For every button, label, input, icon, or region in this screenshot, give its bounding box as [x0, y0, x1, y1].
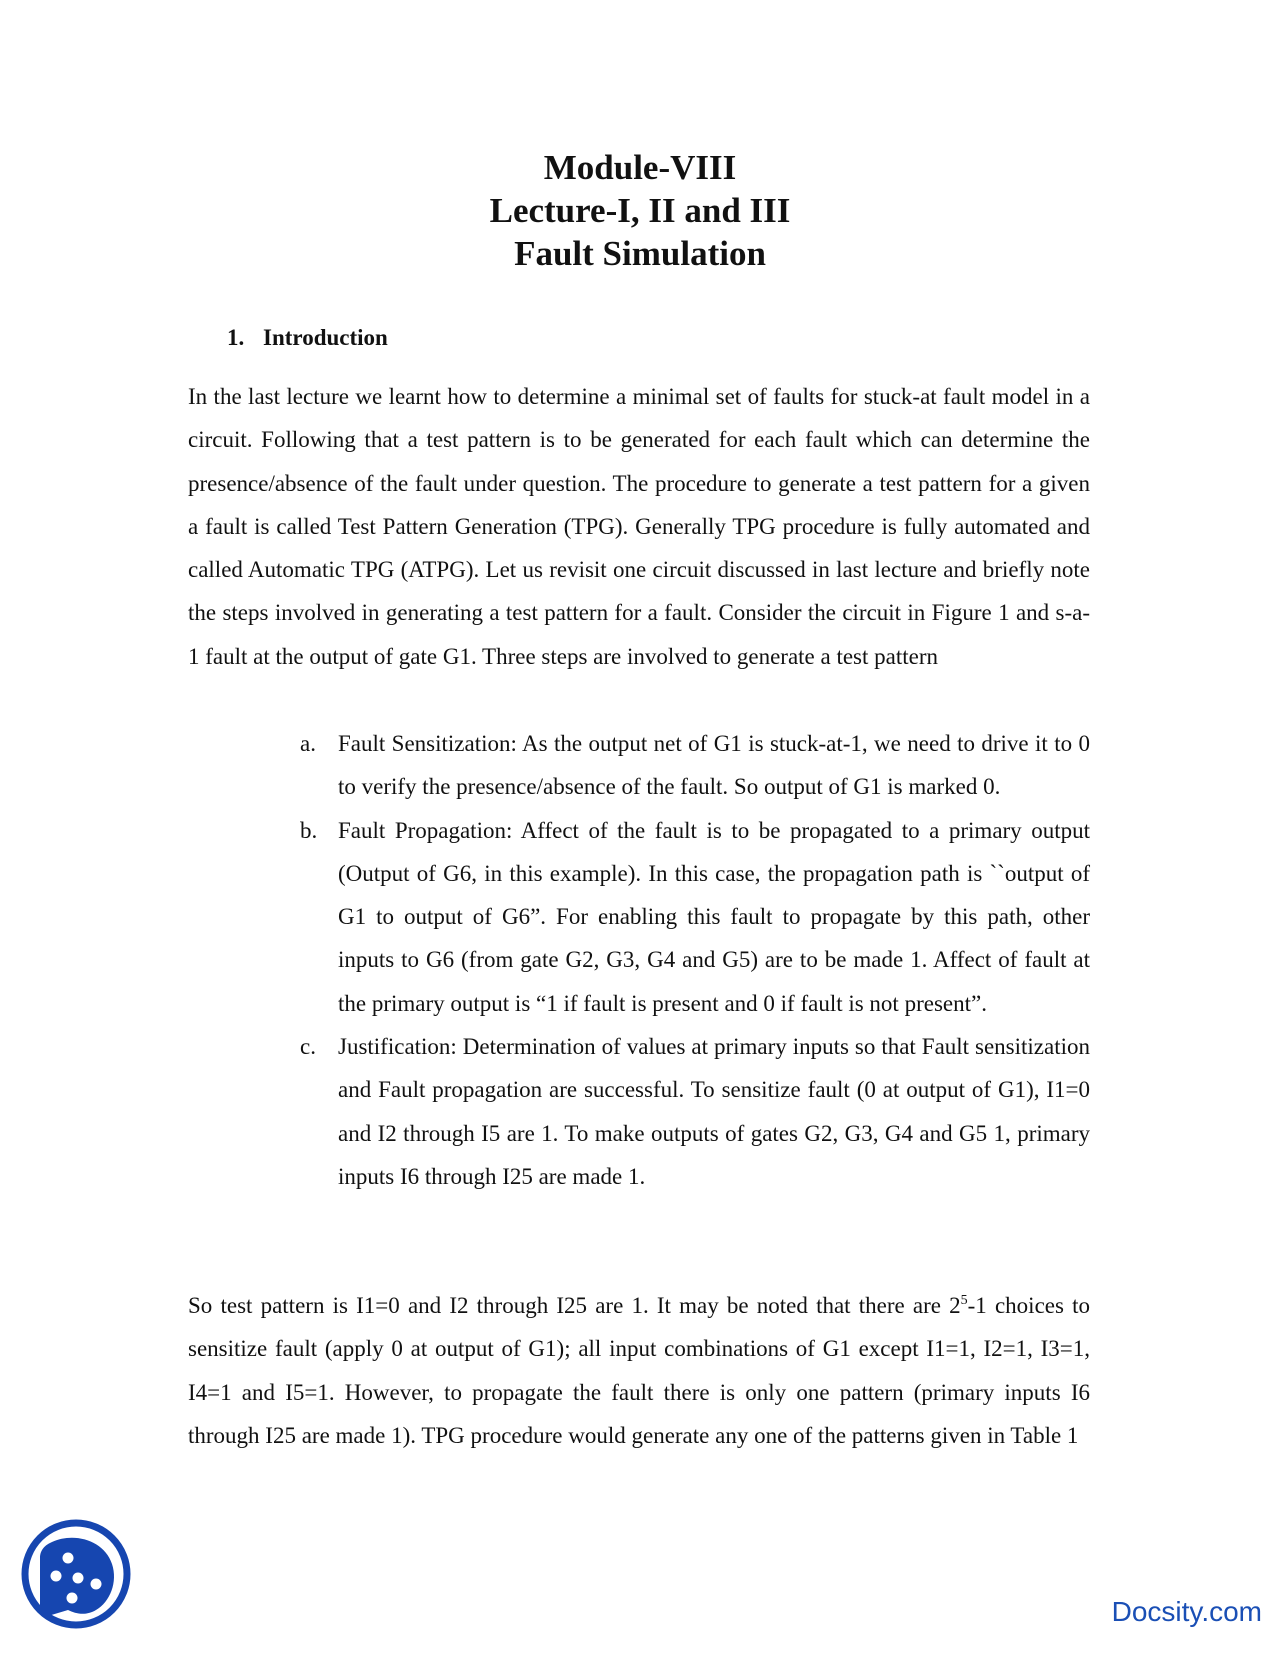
- title-module: Module-VIII: [543, 148, 737, 187]
- step-text: Fault Propagation: Affect of the fault is to be propagated to a primary output (Output of G6, in this example). In this case, the propagation path is ``output of G1 to output of G6”. For enabling this fault to propagate by this path, other inputs to G6 (from gate G2, G3, G4 and G5) are to be made 1. Affect of fault at the primary output is “1 if fault is present and 0 if fault is not present”.: [338, 817, 1090, 1016]
- title-lectures: Lecture-I, II and III: [489, 191, 791, 230]
- docsity-brand-link[interactable]: Docsity.com: [1111, 1596, 1262, 1627]
- closing-paragraph: [188, 1284, 1090, 1457]
- docsity-logo-icon: [20, 1518, 132, 1630]
- list-item: [300, 809, 1090, 1025]
- section-number: 1.: [227, 325, 245, 350]
- step-text: Fault Sensitization: As the output net of G1 is stuck-at-1, we need to drive it to 0 to verify the presence/absence of the fault. So output of G1 is marked 0.: [338, 731, 1090, 800]
- list-item: [300, 1025, 1090, 1198]
- closing-superscript: 5: [960, 1293, 968, 1308]
- intro-paragraph: In the last lecture we learnt how to determine a minimal set of faults for stuck-at fault model in a circuit. Following that a test pattern is to be generated for each fault which can determine the presence/absence of the fault under question. The procedure to generate a test pattern for a given a fault is called Test Pattern Generation (TPG). Generally TPG procedure is fully automated and called Automatic TPG (ATPG). Let us revisit one circuit discussed in last lecture and briefly note the steps involved in generating a test pattern for a fault. Consider the circuit in Figure 1 and s-a-1 fault at the output of gate G1. Three steps are involved to generate a test pattern: [188, 384, 1090, 669]
- section-title: Introduction: [263, 325, 388, 350]
- document-title: [0, 146, 1280, 275]
- title-topic: Fault Simulation: [514, 234, 766, 273]
- closing-text-part1: So test pattern is I1=0 and I2 through I25 are 1. It may be noted that there are 2: [188, 1293, 961, 1318]
- list-item: [300, 722, 1090, 809]
- list-marker: b.: [300, 817, 318, 843]
- step-text: Justification: Determination of values at primary inputs so that Fault sensitization and Fault propagation are successful. To sensitize fault (0 at output of G1), I1=0 and I2 through I5 are 1. To make outputs of gates G2, G3, G4 and G5 1, primary inputs I6 through I25 are made 1.: [338, 1034, 1090, 1189]
- section-heading: [227, 323, 388, 353]
- closing-text-part2: -1 choices to sensitize fault (apply 0 at output of G1); all input combinations of G1 except I1=1, I2=1, I3=1, I4=1 and I5=1. However, to propagate the fault there is only one pattern (primary inputs I6 through I25 are made 1). TPG procedure would generate any one of the patterns given in Table 1: [188, 1293, 1091, 1448]
- steps-list: [300, 722, 1090, 1198]
- list-marker: a.: [300, 731, 316, 756]
- list-marker: c.: [300, 1034, 316, 1060]
